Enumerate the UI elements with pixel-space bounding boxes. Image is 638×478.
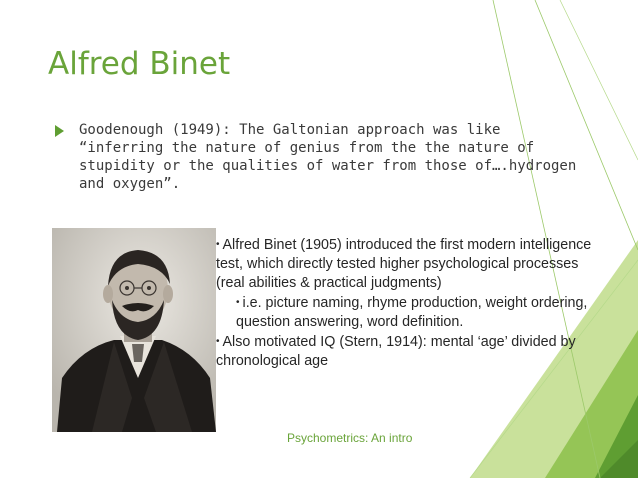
slide-title: Alfred Binet bbox=[48, 46, 231, 82]
body-paragraph-2-text: i.e. picture naming, rhyme production, weight ordering, question answering, word definition. bbox=[236, 295, 588, 330]
triangle-right-bullet-icon bbox=[55, 125, 64, 137]
body-paragraph-3-text: Also motivated IQ (Stern, 1914): mental ‘age’ divided by chronological age bbox=[216, 334, 576, 369]
dot-bullet-icon: • bbox=[216, 336, 220, 347]
binet-description bbox=[216, 235, 596, 371]
slide-footer: Psychometrics: An intro bbox=[287, 431, 413, 445]
body-paragraph-1 bbox=[216, 235, 596, 293]
binet-portrait bbox=[52, 228, 216, 432]
body-paragraph-2 bbox=[216, 293, 596, 332]
portrait-photo bbox=[52, 228, 216, 432]
body-paragraph-3 bbox=[216, 332, 596, 371]
dot-bullet-icon: • bbox=[216, 239, 220, 250]
intro-bullet-text: Goodenough (1949): The Galtonian approach was like “inferring the nature of genius from the the nature of stupidity or the qualities of water from those of….hydrogen and oxygen”. bbox=[79, 122, 577, 192]
body-paragraph-1-text: Alfred Binet (1905) introduced the first modern intelligence test, which directly tested higher psychological processes (real abilities & practical judgments) bbox=[216, 237, 592, 291]
dot-bullet-icon: • bbox=[236, 297, 240, 308]
